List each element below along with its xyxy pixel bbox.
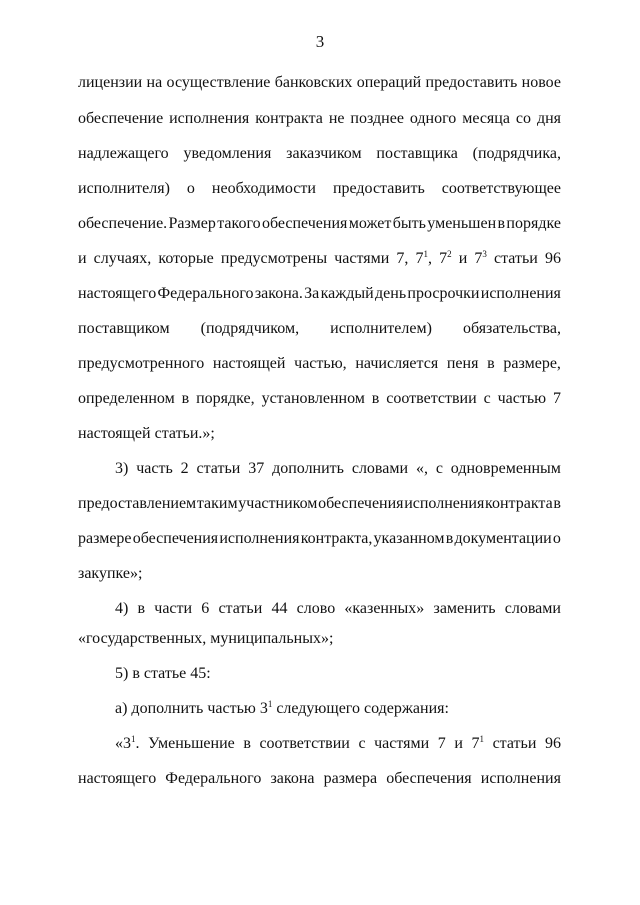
list-item-5: 5) в статье 45: — [115, 665, 211, 682]
text-line: предоставлением таким участником обеспечения исполнения контракта в — [78, 495, 561, 512]
text-line: исполнителя) о необходимости предоставить соответствующее — [78, 180, 561, 197]
text-line: обеспечение исполнения контракта не позднее одного месяца со дня — [78, 110, 561, 127]
text-line: и случаях, которые предусмотрены частями 7, $7^1$, $7^2$ и $7^3$ статьи 96 — [78, 249, 561, 267]
text-line: определенном в порядке, установленном в соответствии с частью 7 — [78, 390, 561, 407]
text-line: обеспечение. Размер такого обеспечения может быть уменьшен в порядке — [78, 215, 561, 232]
text-line: предусмотренного настоящей частью, начисляется пеня в размере, — [78, 355, 561, 372]
text-line: настоящей статьи.»; — [78, 425, 215, 442]
list-item-3: 3) часть 2 статьи 37 дополнить словами «, с одновременным — [115, 460, 561, 477]
text-line: размере обеспечения исполнения контракта, указанном в документации о — [78, 530, 561, 547]
text-line: «государственных, муниципальных»; — [78, 630, 334, 647]
text-line: поставщиком (подрядчиком, исполнителем) обязательства, — [78, 320, 561, 337]
quoted-paragraph-start: «$3^1$. Уменьшение в соответствии с частями 7 и $7^1$ статьи 96 — [115, 734, 561, 752]
list-item-4: 4) в части 6 статьи 44 слово «казенных» заменить словами — [115, 600, 561, 617]
text-line: настоящего Федерального закона. За каждый день просрочки исполнения — [78, 285, 561, 302]
page-number: 3 — [315, 32, 325, 51]
text-line: настоящего Федерального закона размера обеспечения исполнения — [78, 770, 561, 787]
text-line: лицензии на осуществление банковских операций предоставить новое — [78, 74, 561, 91]
sub-item-a: а) дополнить частью $3^1$ следующего содержания: — [115, 699, 449, 717]
text-line: закупке»; — [78, 565, 143, 582]
text-line: надлежащего уведомления заказчиком поставщика (подрядчика, — [78, 145, 561, 162]
